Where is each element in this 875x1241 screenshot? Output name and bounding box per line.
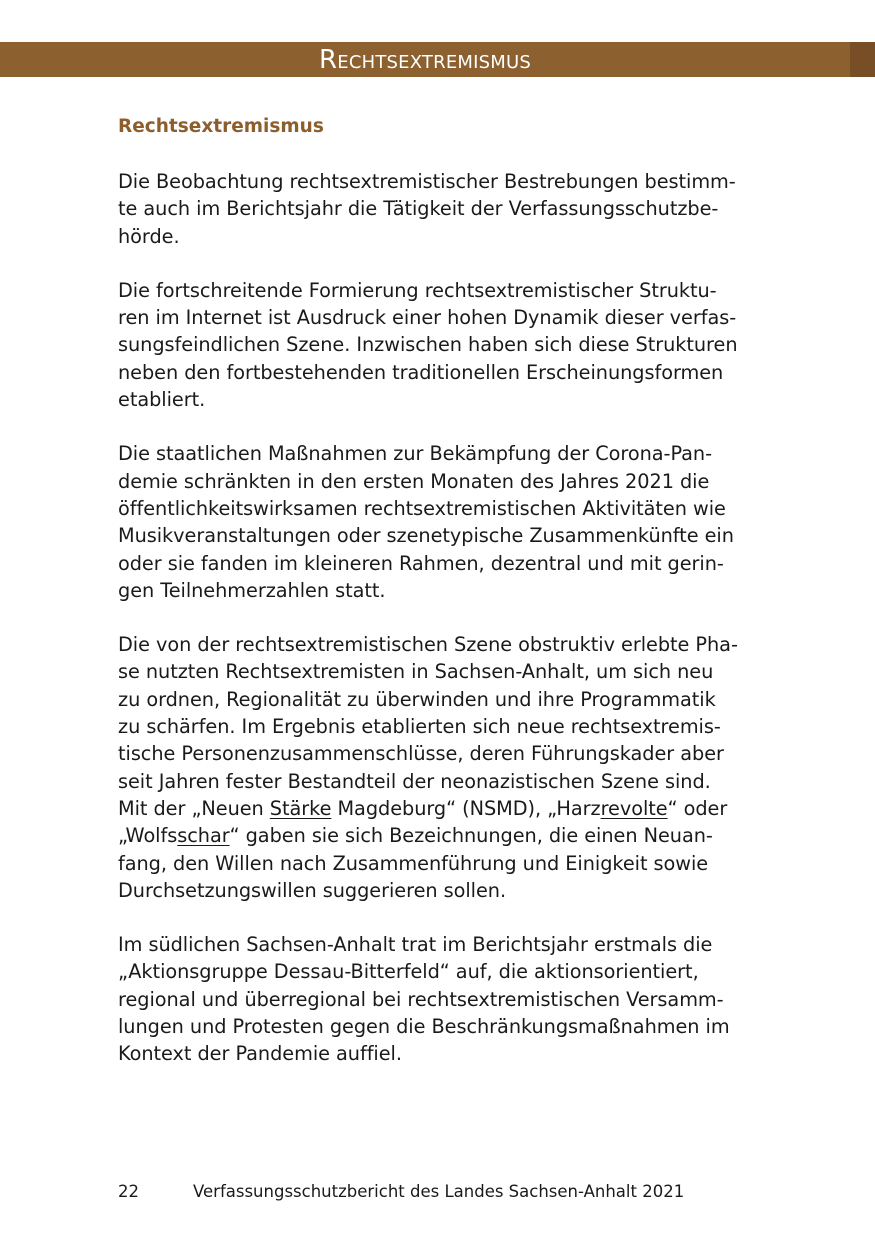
- paragraph-line: Musikveranstaltungen oder szenetypische Zusammenkünfte ein: [118, 524, 734, 548]
- paragraph-2: [118, 277, 758, 413]
- paragraph-line: Im südlichen Sachsen-Anhalt trat im Berichtsjahr erstmals die: [118, 933, 713, 957]
- paragraph-4: [118, 631, 758, 904]
- paragraph-line: Kontext der Pandemie auffiel.: [118, 1042, 402, 1066]
- paragraph-text: Magdeburg“ (NSMD), „Harz: [331, 796, 601, 820]
- underlined-word: schar: [177, 824, 230, 848]
- paragraph-line: öffentlichkeitswirksamen rechtsextremistischen Aktivitäten wie: [118, 496, 726, 520]
- paragraph-line: zu ordnen, Regionalität zu überwinden und ihre Programmatik: [118, 687, 716, 711]
- paragraph-line: Die fortschreitende Formierung rechtsextremistischer Struktu-: [118, 278, 717, 302]
- paragraph-line: Die Beobachtung rechtsextremistischer Bestrebungen bestimm-: [118, 170, 736, 193]
- paragraph-text: “ oder: [667, 796, 728, 820]
- paragraph-1: [118, 168, 758, 250]
- chapter-tab-marker: [850, 42, 875, 77]
- paragraph-text: Mit der „Neuen: [118, 796, 270, 820]
- paragraph-line: regional und überregional bei rechtsextremistischen Versamm-: [118, 987, 724, 1011]
- section-heading: Rechtsextremismus: [118, 116, 324, 137]
- paragraph-line: oder sie fanden im kleineren Rahmen, dezentral und mit gerin-: [118, 551, 724, 575]
- page-content: [118, 113, 758, 1095]
- paragraph-line: ren im Internet ist Ausdruck einer hohen Dynamik dieser verfas-: [118, 306, 737, 330]
- paragraph-line: tische Personenzusammenschlüsse, deren Führungskader aber: [118, 742, 724, 766]
- paragraph-line: sungsfeindlichen Szene. Inzwischen haben sich diese Strukturen: [118, 333, 738, 357]
- paragraph-5: [118, 931, 758, 1067]
- paragraph-line: Die von der rechtsextremistischen Szene obstruktiv erlebte Pha-: [118, 633, 738, 657]
- paragraph-line: gen Teilnehmerzahlen statt.: [118, 578, 386, 602]
- paragraph-line: te auch im Berichtsjahr die Tätigkeit der Verfassungsschutzbe-: [118, 197, 719, 221]
- paragraph-line: seit Jahren fester Bestandteil der neonazistischen Szene sind.: [118, 769, 711, 793]
- page-footer: [118, 1182, 684, 1201]
- paragraph-line: zu schärfen. Im Ergebnis etablierten sich neue rechtsextremis-: [118, 715, 721, 739]
- paragraph-line: hörde.: [118, 224, 180, 248]
- page-number: 22: [118, 1182, 139, 1201]
- paragraph-line: demie schränkten in den ersten Monaten des Jahres 2021 die: [118, 469, 710, 493]
- chapter-header-bar: [0, 42, 875, 77]
- paragraph-text: “ gaben sie sich Bezeichnungen, die einen Neuan-: [229, 824, 713, 848]
- paragraph-3: [118, 440, 758, 604]
- underlined-word: Stärke: [269, 796, 332, 820]
- paragraph-line: Durchsetzungswillen suggerieren sollen.: [118, 878, 507, 902]
- publication-title: Verfassungsschutzbericht des Landes Sachsen-Anhalt 2021: [193, 1182, 685, 1201]
- paragraph-line: etabliert.: [118, 388, 206, 412]
- paragraph-line: „Aktionsgruppe Dessau-Bitterfeld“ auf, die aktionsorientiert,: [118, 960, 699, 984]
- paragraph-line: lungen und Protesten gegen die Beschränkungsmaßnahmen im: [118, 1015, 730, 1039]
- paragraph-line: se nutzten Rechtsextremisten in Sachsen-Anhalt, um sich neu: [118, 660, 714, 684]
- paragraph-text: „Wolfs: [118, 824, 178, 848]
- paragraph-line: fang, den Willen nach Zusammenführung und Einigkeit sowie: [118, 851, 709, 875]
- chapter-title: Rechtsextremismus: [318, 45, 532, 75]
- paragraph-line: neben den fortbestehenden traditionellen Erscheinungsformen: [118, 360, 724, 384]
- underlined-word: revolte: [600, 796, 668, 820]
- paragraph-line: Die staatlichen Maßnahmen zur Bekämpfung der Corona-Pan-: [118, 442, 712, 466]
